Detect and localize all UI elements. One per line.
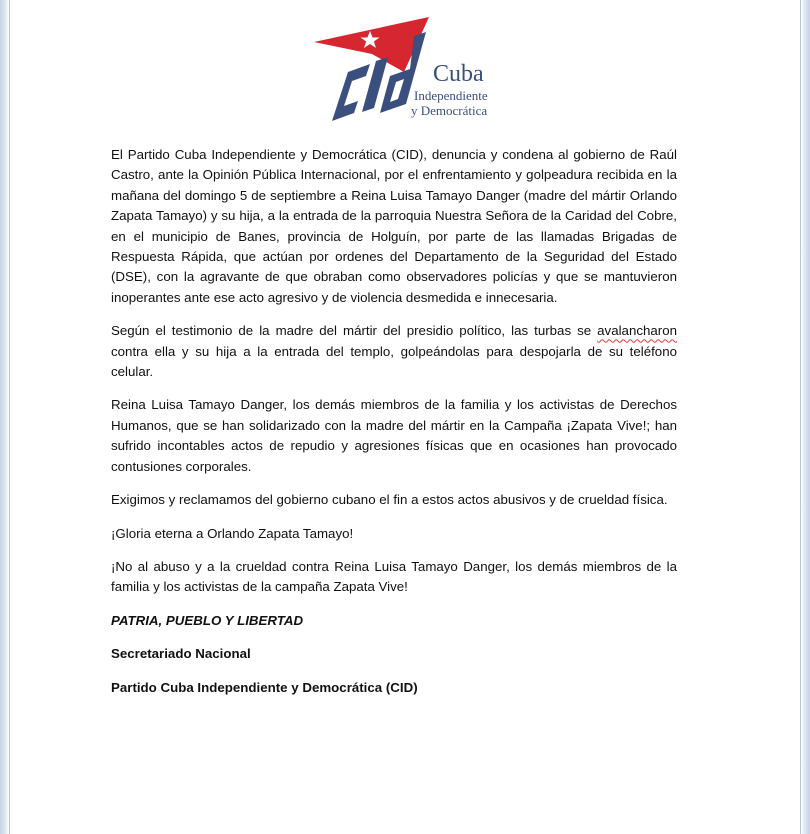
logo-subtitle-line2: y Democrática bbox=[411, 103, 488, 118]
logo-subtitle-line1: Independiente bbox=[414, 88, 488, 103]
spellcheck-flagged-word[interactable]: avalancharon bbox=[597, 323, 677, 339]
window-frame-right bbox=[800, 0, 810, 834]
paragraph-testimonio-start: Según el testimonio de la madre del mártir del presidio político, las turbas se bbox=[111, 323, 598, 339]
paragraph-exigimos: Exigimos y reclamamos del gobierno cubano el fin a estos actos abusivos y de crueldad física. bbox=[111, 492, 668, 508]
motto: PATRIA, PUEBLO Y LIBERTAD bbox=[111, 612, 304, 628]
paragraph-familia: Reina Luisa Tamayo Danger, los demás miembros de la familia y los activistas de Derechos Humanos, que se han solidarizado con la madre del mártir en la Campaña ¡Zapata Vive!; han sufrido incontables actos de repudio y agresiones físicas que en ocasiones han provocado contusiones corporales. bbox=[111, 397, 677, 474]
logo-letter-c bbox=[332, 64, 370, 121]
paragraph-testimonio-end: contra ella y su hija a la entrada del templo, golpeándolas para despojarla de su teléfono celular. bbox=[111, 343, 677, 380]
logo-word-cuba: Cuba bbox=[433, 61, 484, 87]
paragraph-denuncia: El Partido Cuba Independiente y Democrática (CID), denuncia y condena al gobierno de Raúl Castro, ante la Opinión Pública Internacional, por el enfrentamiento y golpeadura recibida en la mañana del domingo 5 de septiembre a Reina Luisa Tamayo Danger (madre del mártir Orlando Zapata Tamayo) y su hija, a la entrada de la parroquia Nuestra Señora de la Caridad del Cobre, en el municipio de Banes, provincia de Holguín, por parte de las llamadas Brigadas de Respuesta Rápida, que actúan por ordenes del Departamento de la Seguridad del Estado (DSE), con la agravante de que obraban como observadores policías y que se mantuvieron inoperantes ante ese acto agresivo y de violencia desmedida e innecesaria. bbox=[111, 147, 677, 305]
paragraph-testimonio bbox=[111, 321, 677, 382]
paragraph-gloria: ¡Gloria eterna a Orlando Zapata Tamayo! bbox=[111, 525, 354, 541]
signature-line-1: Secretariado Nacional bbox=[111, 646, 251, 662]
signature-line-2: Partido Cuba Independiente y Democrática (CID) bbox=[111, 679, 418, 695]
letter-body bbox=[111, 145, 677, 711]
window-frame-left bbox=[0, 0, 10, 834]
paragraph-no-al-abuso: ¡No al abuso y a la crueldad contra Reina Luisa Tamayo Danger, los demás miembros de la familia y los activistas de la campaña Zapata Vive! bbox=[111, 558, 677, 595]
